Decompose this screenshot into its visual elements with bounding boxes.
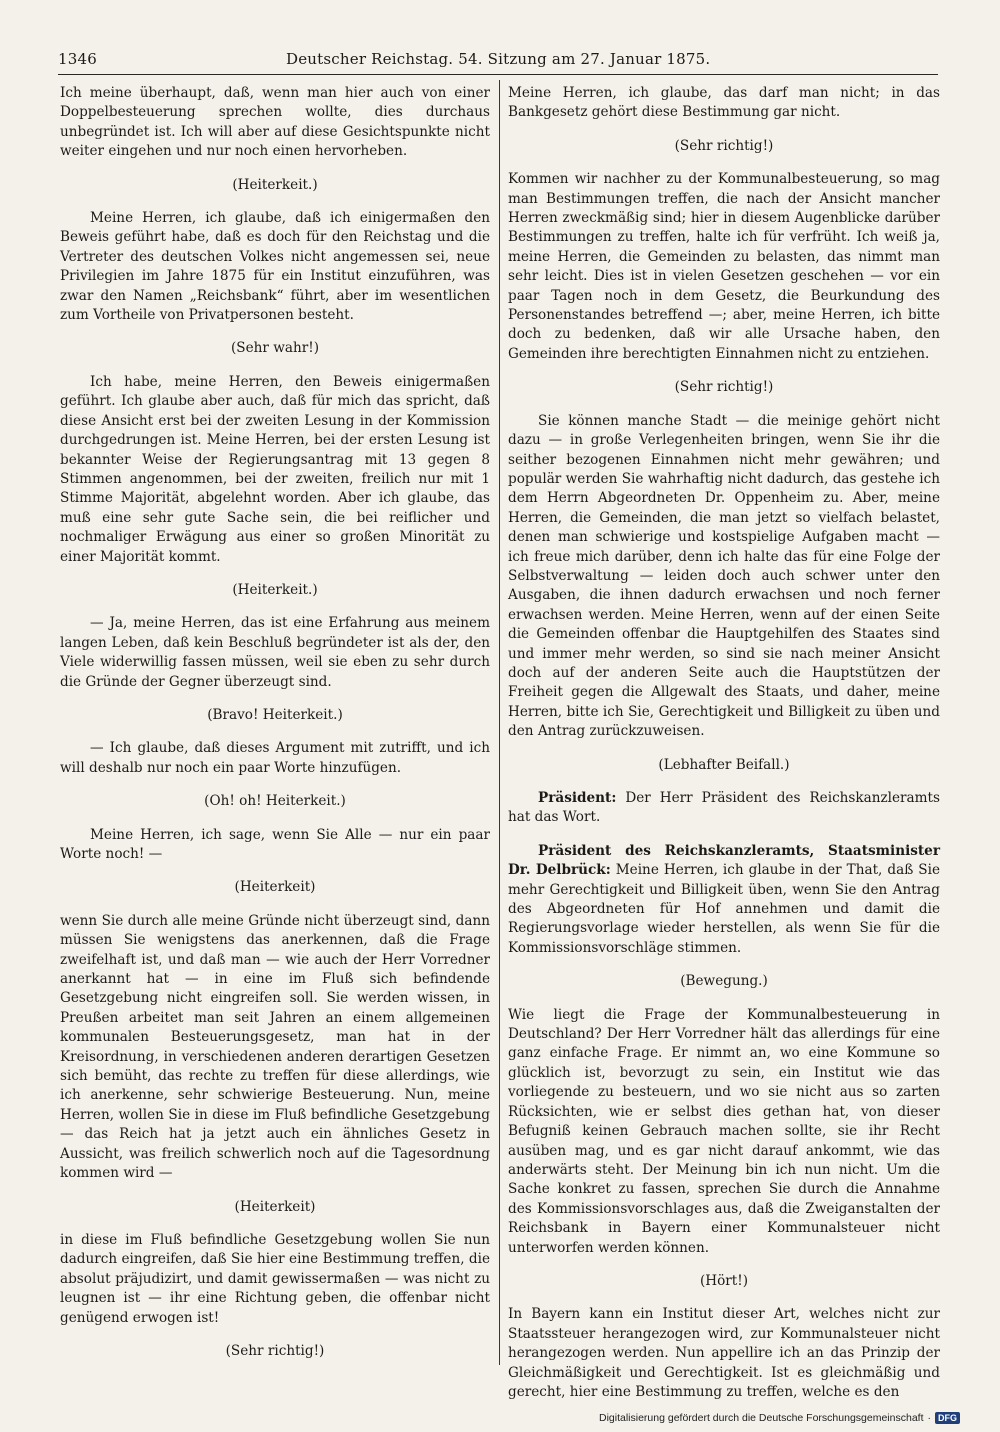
speaker-name: Präsident: <box>538 790 617 806</box>
footer-credit <box>599 1412 960 1424</box>
reaction-note: (Bravo! Heiterkeit.) <box>207 706 343 723</box>
body-paragraph: — Ich glaube, daß dieses Argument mit zutrifft, und ich will deshalb nur noch ein paar Worte hinzufügen. <box>60 740 490 776</box>
header-rule <box>58 74 938 75</box>
body-paragraph: Ich meine überhaupt, daß, wenn man hier auch von einer Doppelbesteuerung sprechen wollte, dies durchaus unbegründet ist. Ich will aber auf diese Gesichtspunkte nicht weiter eingehen und nur noch einen hervorheben. <box>60 85 490 160</box>
body-paragraph: Meine Herren, ich glaube, das darf man nicht; in das Bankgesetz gehört diese Bestimmung gar nicht. <box>508 85 940 121</box>
left-column <box>60 84 490 1375</box>
page-header <box>58 50 938 74</box>
speech-text: Meine Herren, ich glaube in der That, daß Sie mehr Gerechtigkeit und Billigkeit üben, wenn Sie den Antrag des Abgeordneten für Hof annehmen und damit die Regierungsvorlage wieder herstellen, als wenn Sie für die Kommissionsvorschläge stimmen. <box>508 862 940 956</box>
body-paragraph: Ich habe, meine Herren, den Beweis einigermaßen geführt. Ich glaube aber auch, daß für mich das spricht, daß diese Ansicht erst bei der zweiten Lesung in der Kommission durchgedrungen ist. Meine Herren, bei der ersten Lesung ist bekannter Weise der Regierungsantrag mit 13 gegen 8 Stimmen angenommen, bei der zweiten, freilich nur mit 1 Stimme Majorität, abgelehnt worden. Aber ich glaube, das muß eine sehr gute Sache sein, die bei reiflicher und nochmaliger Erwägung aus einer so großen Minorität zu einer Majorität kommt. <box>60 373 490 565</box>
reaction-note: (Sehr wahr!) <box>231 340 319 357</box>
reaction-note: (Heiterkeit) <box>234 1198 316 1215</box>
speaker-paragraph <box>508 789 940 828</box>
reaction-note: (Heiterkeit) <box>234 879 316 896</box>
credit-text: Digitalisierung gefördert durch die Deutsche Forschungsgemeinschaft <box>598 1412 924 1424</box>
body-paragraph: Meine Herren, ich sage, wenn Sie Alle — nur ein paar Worte noch! — <box>60 826 490 862</box>
page-number: 1346 <box>58 50 97 68</box>
body-paragraph: — Ja, meine Herren, das ist eine Erfahrung aus meinem langen Leben, daß kein Beschluß begründeter ist als der, den Viele widerwillig fassen müssen, weil sie eben zu sehr durch die Gründe der Gegner überzeugt sind. <box>60 615 490 690</box>
speaker-name: Präsident des Reichskanzleramts, Staatsminister Dr. Delbrück: <box>508 842 940 879</box>
body-paragraph: Sie können manche Stadt — die meinige gehört nicht dazu — in große Verlegenheiten bringen, wenn Sie ihr die seither bezogenen Einnahmen nicht mehr gewähren; und populär werden Sie wahrhaftig nicht dadurch, das gestehe ich dem Herrn Abgeordneten Dr. Oppenheim zu. Aber, meine Herren, die Gemeinden, die man jetzt so vielfach belastet, denen man schwierige und kostspielige Aufgaben macht — ich freue mich darüber, denn ich halte das für eine Folge der Selbstverwaltung — leiden doch auch schwer unter den Ausgaben, die ihnen dadurch erwachsen und noch ferner erwachsen werden. Meine Herren, wenn auf der einen Seite die Gemeinden offenbar die Hauptgehilfen des Staates sind und immer mehr werden, so sind sie nach meiner Ansicht doch auf der anderen Seite auch die Hauptstützen der Freiheit gegen die Allgewalt des Staats, und daher, meine Herren, bitte ich Sie, Gerechtigkeit und Billigkeit zu üben und den Antrag zurückzuweisen. <box>508 412 940 740</box>
speaker-paragraph <box>508 842 940 958</box>
body-paragraph: Wie liegt die Frage der Kommunalbesteuerung in Deutschland? Der Herr Vorredner hält das allerdings für eine ganz einfache Frage. Er nimmt an, wo eine Kommune so glücklich ist, bevorzugt zu sein, ein Institut wie das vorliegende zu besteuern, und wo sie nicht aus so zarten Rücksichten, wie er selbst dies gethan hat, von dieser Befugniß keinen Gebrauch machen sollte, sie ihr Recht ausüben mag, und es gar nicht darauf ankommt, wie das anderwärts steht. Der Meinung bin ich nun nicht. Um die Sache konkret zu fassen, sprechen Sie durch die Annahme des Kommissionsvorschlages aus, daß die Zweiganstalten der Reichsbank in Bayern einer Kommunalsteuer nicht unterworfen werden können. <box>508 1006 940 1256</box>
right-column <box>508 84 940 1416</box>
reaction-note: (Heiterkeit.) <box>232 581 318 598</box>
body-paragraph: In Bayern kann ein Institut dieser Art, welches nicht zur Staatssteuer herangezogen wird, zur Kommunalsteuer nicht herangezogen werden. Nun appellire ich an das Prinzip der Gleichmäßigkeit und Gerechtigkeit. Ist es gleichmäßig und gerecht, hier eine Bestimmung zu treffen, welche es den <box>508 1306 940 1400</box>
body-paragraph: Meine Herren, ich glaube, daß ich einigermaßen den Beweis geführt habe, daß es doch für den Reichstag und die Vertreter des deutschen Volkes nicht angemessen sei, neue Privilegien im Jahre 1875 für ein Institut einzuführen, was zwar den Namen „Reichsbank“ führt, aber im wesentlichen zum Vortheile von Privatpersonen besteht. <box>60 210 490 324</box>
reaction-note: (Sehr richtig!) <box>674 379 774 396</box>
running-head: Deutscher Reichstag. 54. Sitzung am 27. Januar 1875. <box>286 50 711 68</box>
body-paragraph: wenn Sie durch alle meine Gründe nicht überzeugt sind, dann müssen Sie wenigstens das anerkennen, daß die Frage zweifelhaft ist, und daß man — wie auch der Herr Vorredner anerkannt hat — in eine im Fluß sich befindende Gesetzgebung nicht eingreifen soll. Sie werden wissen, in Preußen arbeitet man seit Jahren an einem allgemeinen kommunalen Besteuerungsgesetz, man hat in der Kreisordnung, in verschiedenen anderen derartigen Gesetzen sich bemüht, das rechte zu treffen für diese allerdings, wie ich anerkenne, sehr schwierige Besteuerung. Nun, meine Herren, wollen Sie in diese im Fluß befindliche Gesetzgebung — das Reich hat ja jetzt auch ein ähnliches Gesetz in Aussicht, was freilich schwerlich noch auf die Tagesordnung kommen wird — <box>60 912 490 1182</box>
dfg-logo-badge: DFG <box>935 1412 960 1424</box>
body-paragraph: Kommen wir nachher zu der Kommunalbesteuerung, so mag man Bestimmungen treffen, die nach der Ansicht mancher Herren zweckmäßig sind; hier in diesem Augenblicke darüber Bestimmungen zu treffen, halte ich für verfrüht. Ich weiß ja, meine Herren, die Gemeinden zu belasten, das nimmt man sehr leicht. Dies ist in vielen Gesetzen geschehen — vor ein paar Tagen noch in dem Gesetz, die Beurkundung des Personenstandes betreffend —; aber, meine Herren, ich bitte doch zu bedenken, daß wir alle Ursache haben, den Gemeinden ihre berechtigten Einnahmen nicht zu entziehen. <box>508 171 940 362</box>
reaction-note: (Lebhafter Beifall.) <box>658 756 790 773</box>
reaction-note: (Heiterkeit.) <box>232 176 318 193</box>
reaction-note: (Oh! oh! Heiterkeit.) <box>204 793 346 810</box>
reaction-note: (Bewegung.) <box>680 973 768 990</box>
reaction-note: (Sehr richtig!) <box>225 1342 325 1359</box>
dfg-logo-icon: · <box>927 1412 931 1424</box>
column-divider <box>499 80 500 1365</box>
reaction-note: (Hört!) <box>699 1272 749 1289</box>
reaction-note: (Sehr richtig!) <box>674 137 774 154</box>
speech-text: Der Herr Präsident des Reichskanzleramts hat das Wort. <box>508 790 940 826</box>
body-paragraph: in diese im Fluß befindliche Gesetzgebung wollen Sie nun dadurch eingreifen, daß Sie hier eine Bestimmung treffen, die absolut präjudizirt, und damit gewissermaßen — was nicht zu leugnen ist — ihr eine Richtung geben, die offenbar nicht genügend erwogen ist! <box>60 1231 490 1326</box>
